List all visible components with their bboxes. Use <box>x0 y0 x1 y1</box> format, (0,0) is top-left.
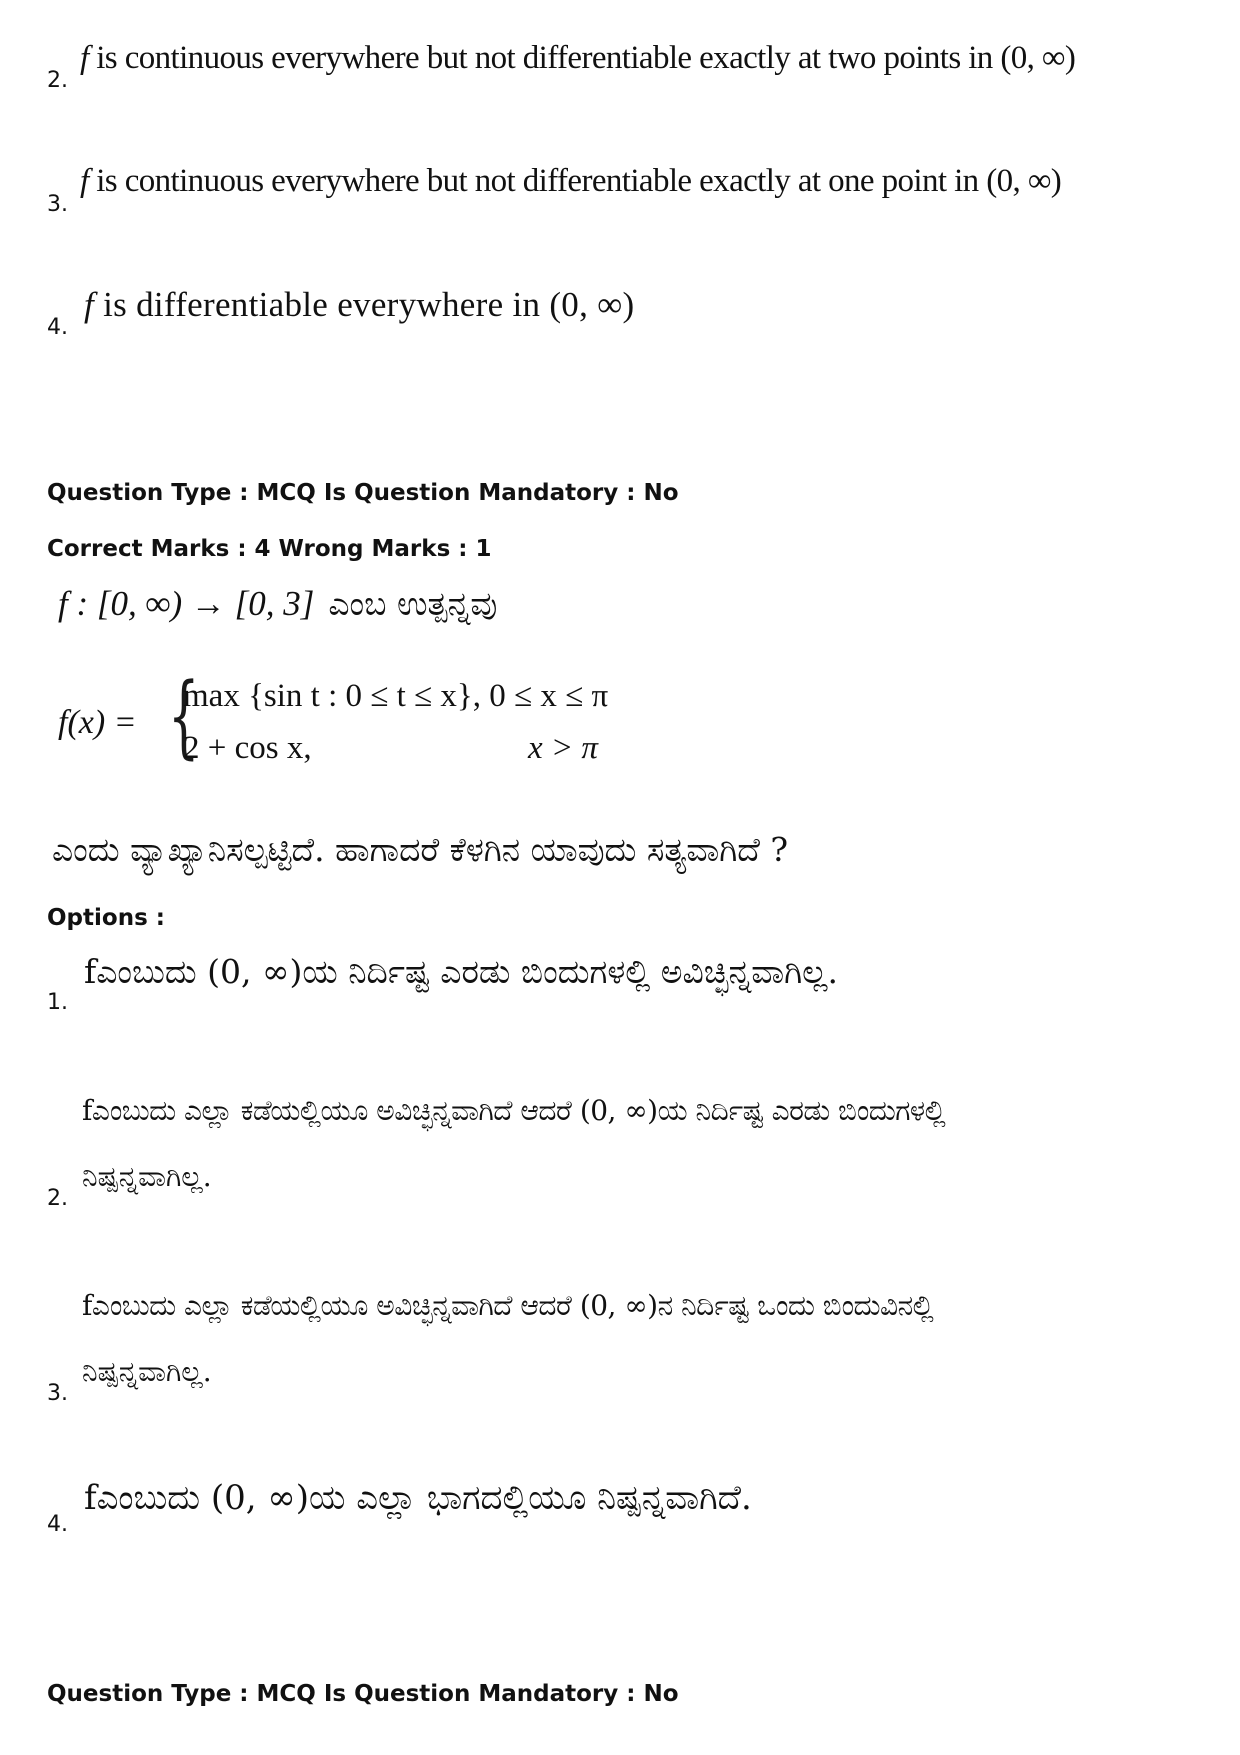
next-question-type-line: Question Type : MCQ Is Question Mandatory : No <box>47 1681 679 1707</box>
prev-option-text-4 <box>84 285 634 325</box>
option-text-1: fಎಂಬುದು (0, ∞)ಯ ನಿರ್ದಿಷ್ಟ ಎರಡು ಬಿಂದುಗಳಲ್ಲಿ ಅವಿಚ್ಛಿನ್ನವಾಗಿಲ್ಲ. <box>84 952 838 991</box>
option-text-3-line2: ನಿಷ್ಪನ್ನವಾಗಿಲ್ಲ. <box>82 1355 212 1388</box>
question-type-line: Question Type : MCQ Is Question Mandatory : No <box>47 480 679 506</box>
case-2-condition: x > π <box>528 730 598 766</box>
prev-option-number-3: 3. <box>47 192 68 217</box>
case-2-expression: 2 + cos x, <box>183 730 312 766</box>
left-brace: { <box>168 664 200 769</box>
option-number-1: 1. <box>47 990 68 1015</box>
prev-option-number-2: 2. <box>47 68 68 93</box>
function-domain-range: f : [0, ∞) → [0, 3] <box>58 584 315 623</box>
prev-option-text-3 <box>80 163 1061 200</box>
options-label: Options : <box>47 905 165 931</box>
option-number-2: 2. <box>47 1186 68 1211</box>
f-symbol: f <box>80 163 89 199</box>
marks-line: Correct Marks : 4 Wrong Marks : 1 <box>47 536 492 562</box>
option-text-3-line1: fಎಂಬುದು ಎಲ್ಲಾ ಕಡೆಯಲ್ಲಿಯೂ ಅವಿಚ್ಛಿನ್ನವಾಗಿದೆ ಆದರೆ (0, ∞)ನ ನಿರ್ದಿಷ್ಟ ಒಂದು ಬಿಂದುವಿನಲ್ಲಿ <box>82 1289 934 1322</box>
option-text-4: fಎಂಬುದು (0, ∞)ಯ ಎಲ್ಲಾ ಭಾಗದಲ್ಲಿಯೂ ನಿಷ್ಪನ್ನವಾಗಿದೆ. <box>84 1478 752 1518</box>
question-intro-kannada: ಎಂಬ ಉತ್ಪನ್ನವು <box>328 584 498 623</box>
question-outro-kannada: ಎಂದು ವ್ಯಾಖ್ಯಾನಿಸಲ್ಪಟ್ಟಿದೆ. ಹಾಗಾದರೆ ಕೆಳಗಿನ ಯಾವುದು ಸತ್ಯವಾಗಿದೆ ? <box>52 830 789 869</box>
prev-option-2-body: is continuous everywhere but not differentiable exactly at two points in (0, ∞) <box>88 40 1076 76</box>
option-number-3: 3. <box>47 1381 68 1406</box>
prev-option-3-body: is continuous everywhere but not differentiable exactly at one point in (0, ∞) <box>88 163 1062 199</box>
question-intro <box>58 584 497 624</box>
case-1-expression: max {sin t : 0 ≤ t ≤ x}, 0 ≤ x ≤ π <box>183 678 609 714</box>
option-number-4: 4. <box>47 1512 68 1537</box>
prev-option-4-body: is differentiable everywhere in (0, ∞) <box>94 285 635 324</box>
option-text-2-line1: fಎಂಬುದು ಎಲ್ಲಾ ಕಡೆಯಲ್ಲಿಯೂ ಅವಿಚ್ಛಿನ್ನವಾಗಿದೆ ಆದರೆ (0, ∞)ಯ ನಿರ್ದಿಷ್ಟ ಎರಡು ಬಿಂದುಗಳಲ್ಲಿ <box>82 1094 946 1127</box>
fx-label: f(x) = <box>58 704 137 741</box>
f-symbol: f <box>80 40 89 76</box>
prev-option-text-2 <box>80 40 1075 77</box>
piecewise-function <box>58 664 698 780</box>
f-symbol: f <box>84 285 95 324</box>
prev-option-number-4: 4. <box>47 315 68 340</box>
option-text-2-line2: ನಿಷ್ಪನ್ನವಾಗಿಲ್ಲ. <box>82 1160 212 1193</box>
